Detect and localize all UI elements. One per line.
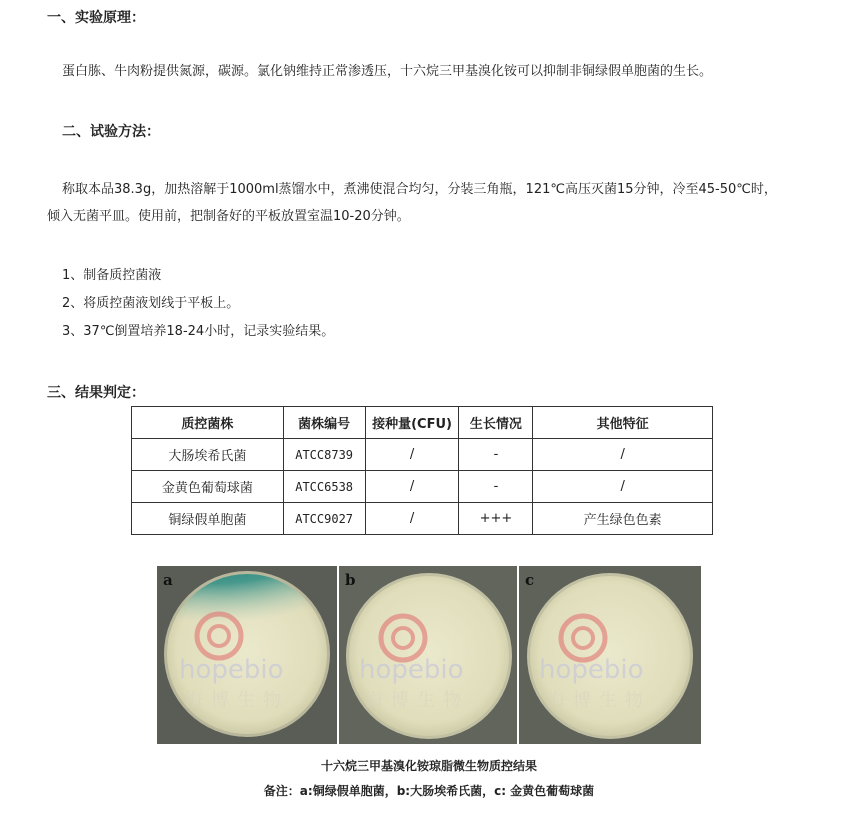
table-header-row xyxy=(132,407,713,439)
header-other: 其他特征 xyxy=(533,407,713,439)
method-paragraph-line2: 倾入无菌平皿。使用前，把制备好的平板放置室温10-20分钟。 xyxy=(47,209,410,224)
section2-title: 二、试验方法： xyxy=(62,124,160,140)
results-table xyxy=(131,406,713,535)
step-1: 1、制备质控菌液 xyxy=(62,268,162,283)
cell-other: 产生绿色色素 xyxy=(533,503,713,535)
table-row xyxy=(132,471,713,503)
watermark-chinese: 海博生物 xyxy=(547,690,651,711)
watermark-text: hopebio xyxy=(539,655,644,685)
cell-inoculum: / xyxy=(365,471,459,503)
watermark-chinese: 海博生物 xyxy=(365,690,469,711)
watermark-text: hopebio xyxy=(179,655,284,685)
petri-dish-svg xyxy=(157,566,701,744)
section1-text: 蛋白胨、牛肉粉提供氮源，碳源。氯化钠维持正常渗透压，十六烷三甲基溴化铵可以抑制非铜绿假单胞菌的生长。 xyxy=(62,64,713,79)
panel-label-c: c xyxy=(525,571,535,589)
figure-caption: 十六烷三甲基溴化铵琼脂微生物质控结果 xyxy=(320,759,537,773)
section1-title: 一、实验原理： xyxy=(47,10,145,26)
table-row xyxy=(132,439,713,471)
table-row xyxy=(132,503,713,535)
method-paragraph-line1: 称取本品38.3g，加热溶解于1000ml蒸馏水中，煮沸使混合均匀，分装三角瓶，121℃高压灭菌15分钟，冷至45-50℃时， xyxy=(62,182,777,197)
watermark-chinese: 海博生物 xyxy=(185,690,289,711)
header-strain: 质控菌株 xyxy=(132,407,284,439)
cell-growth: +++ xyxy=(459,503,533,535)
step-2: 2、将质控菌液划线于平板上。 xyxy=(62,296,240,311)
cell-strain: 金黄色葡萄球菌 xyxy=(132,471,284,503)
watermark-text: hopebio xyxy=(359,655,464,685)
header-growth: 生长情况 xyxy=(459,407,533,439)
cell-growth: - xyxy=(459,471,533,503)
cell-strain-id: ATCC6538 xyxy=(283,471,365,503)
panel-label-a: a xyxy=(163,571,173,589)
cell-inoculum: / xyxy=(365,439,459,471)
section3-title: 三、结果判定： xyxy=(47,385,145,401)
panel-label-b: b xyxy=(345,571,356,589)
header-strain-id: 菌株编号 xyxy=(283,407,365,439)
cell-other: / xyxy=(533,439,713,471)
cell-other: / xyxy=(533,471,713,503)
cell-strain-id: ATCC8739 xyxy=(283,439,365,471)
cell-strain: 铜绿假单胞菌 xyxy=(132,503,284,535)
cell-strain-id: ATCC9027 xyxy=(283,503,365,535)
header-inoculum: 接种量(CFU) xyxy=(365,407,459,439)
figure-note: 备注：a:铜绿假单胞菌，b:大肠埃希氏菌，c: 金黄色葡萄球菌 xyxy=(263,784,595,798)
cell-strain: 大肠埃希氏菌 xyxy=(132,439,284,471)
step-3: 3、37℃倒置培养18-24小时，记录实验结果。 xyxy=(62,324,335,339)
panel-divider xyxy=(517,566,519,744)
cell-growth: - xyxy=(459,439,533,471)
cell-inoculum: / xyxy=(365,503,459,535)
panel-divider xyxy=(337,566,339,744)
petri-dish-photo xyxy=(157,566,701,744)
